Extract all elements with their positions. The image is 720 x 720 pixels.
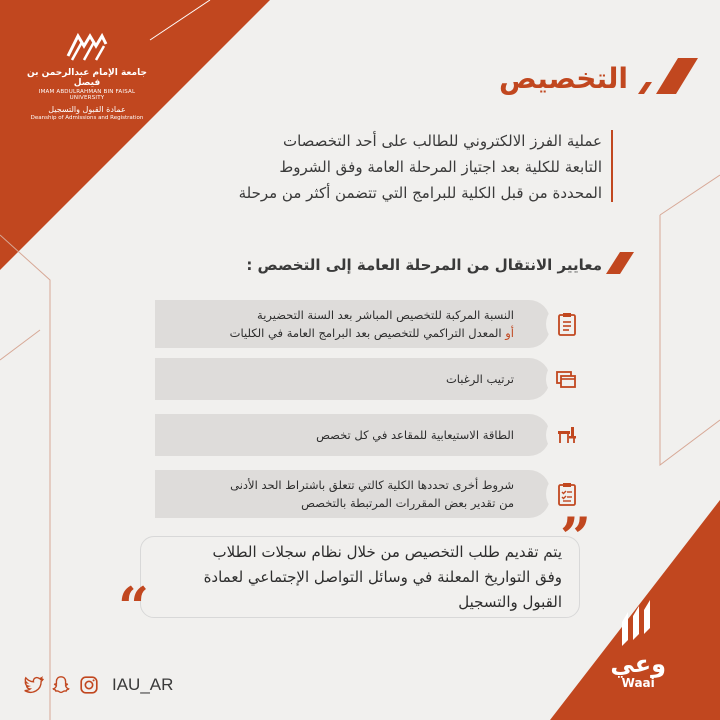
intro-text xyxy=(222,128,602,206)
criteria-card-text xyxy=(446,358,514,400)
waai-logo xyxy=(610,600,666,690)
logo-arabic-name: جامعة الإمام عبدالرحمن بن فيصل xyxy=(27,68,147,88)
logo-deanship-arabic: عمادة القبول والتسجيل xyxy=(48,105,126,114)
criteria-line: النسبة المركبة للتخصيص المباشر بعد السنة التحضيرية xyxy=(257,308,514,322)
criteria-card-capacity xyxy=(155,414,550,456)
school-desk-icon xyxy=(546,414,588,456)
logo-english-name: IMAM ABDULRAHMAN BIN FAISAL UNIVERSITY xyxy=(38,89,136,101)
page-title: التخصيص xyxy=(499,62,628,95)
criteria-line: شروط أخرى تحددها الكلية كالتي تتعلق باشتراط الحد الأدنى xyxy=(230,478,514,492)
quote-text xyxy=(142,540,562,615)
quote-open-icon: “ xyxy=(118,575,150,639)
criteria-heading: معايير الانتقال من المرحلة العامة إلى التخصص : xyxy=(246,256,602,274)
criteria-card-text xyxy=(230,470,514,518)
criteria-line-rest: المعدل التراكمي للتخصيص بعد البرامج العامة في الكليات xyxy=(229,326,506,340)
quote-close-icon: ” xyxy=(560,505,592,569)
intro-line: المحددة من قبل الكلية للبرامج التي تتضمن أكثر من مرحلة xyxy=(238,184,602,202)
social-links xyxy=(22,674,173,696)
criteria-accent-bar xyxy=(606,252,634,274)
criteria-card-text xyxy=(316,414,514,456)
logo-deanship-english: Deanship of Admissions and Registration xyxy=(30,115,144,121)
quote-line: يتم تقديم طلب التخصيص من خلال نظام سجلات الطلاب xyxy=(212,543,562,561)
waai-arabic: وعي xyxy=(610,650,666,678)
intro-divider xyxy=(611,130,613,202)
quote-line: القبول والتسجيل xyxy=(458,593,562,611)
university-logo xyxy=(22,30,152,121)
criteria-card-other-conditions xyxy=(155,470,550,518)
instagram-icon[interactable] xyxy=(78,674,100,696)
criteria-line: ترتيب الرغبات xyxy=(445,372,514,386)
quote-line: وفق التواريخ المعلنة في وسائل التواصل الإجتماعي لعمادة xyxy=(203,568,562,586)
criteria-card-preferences xyxy=(155,358,550,400)
intro-line: التابعة للكلية بعد اجتياز المرحلة العامة وفق الشروط xyxy=(279,158,602,176)
title-accent-bar xyxy=(638,58,698,94)
clipboard-icon xyxy=(546,303,588,345)
criteria-line xyxy=(230,324,514,342)
criteria-line: الطاقة الاستيعابية للمقاعد في كل تخصص xyxy=(316,428,514,442)
intro-line: عملية الفرز الالكتروني للطالب على أحد التخصصات xyxy=(282,132,602,150)
criteria-card-composite xyxy=(155,300,550,348)
waai-latin: Waai xyxy=(621,676,655,690)
or-word: أو xyxy=(505,326,514,340)
waai-mark-icon xyxy=(616,600,660,646)
criteria-line: من تقدير بعض المقررات المرتبطة بالتخصص xyxy=(301,496,514,510)
social-handle[interactable]: IAU_AR xyxy=(112,675,174,694)
university-logo-icon xyxy=(64,30,110,64)
twitter-icon[interactable] xyxy=(22,674,44,696)
criteria-card-text xyxy=(230,300,514,348)
snapchat-icon[interactable] xyxy=(50,674,72,696)
stacked-windows-icon xyxy=(546,358,588,400)
